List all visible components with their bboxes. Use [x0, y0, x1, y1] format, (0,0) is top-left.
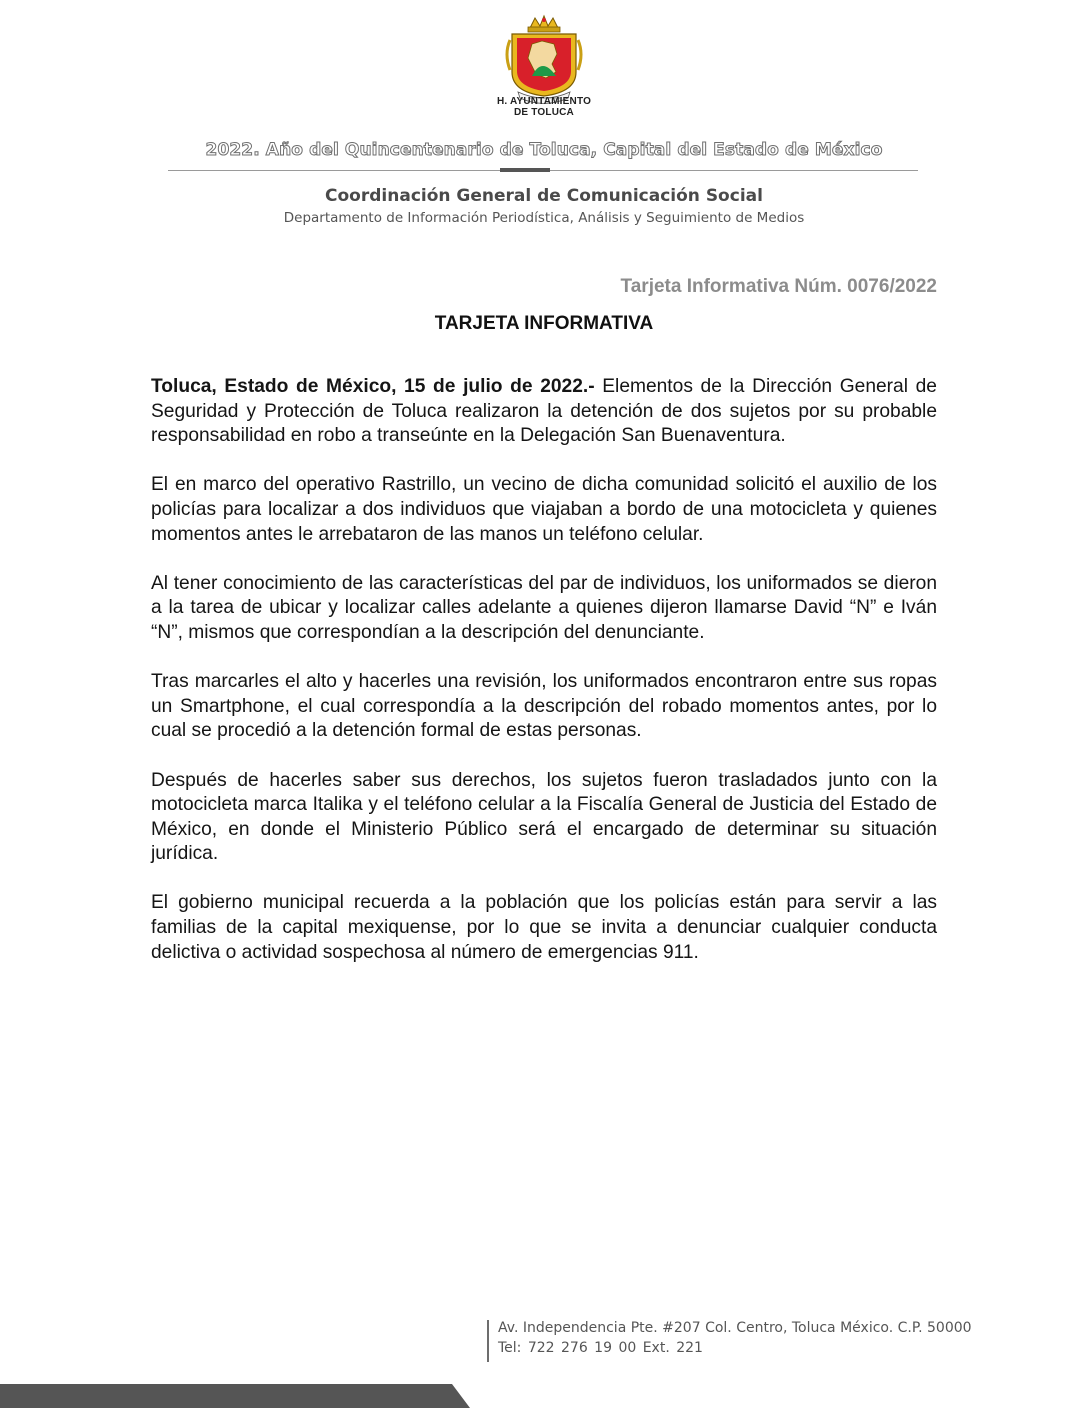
department-name: Coordinación General de Comunicación Social	[325, 186, 763, 206]
card-number: Tarjeta Informativa Núm. 0076/2022	[620, 276, 937, 297]
lead-text: Elementos de la Dirección General de Seguridad y Protección de Toluca realizaron la detención de dos sujetos por su probable responsabilidad en robo a transeúnte en la Delegación San Buenaventura.	[151, 376, 937, 447]
footer-divider	[487, 1320, 489, 1362]
lead-paragraph	[151, 375, 937, 449]
body-paragraph-5: El gobierno municipal recuerda a la población que los policías están para servir a las familias de la capital mexiquense, por lo que se invita a denunciar cualquier conducta delictiva o actividad sospechosa al número de emergencias 911.	[151, 892, 937, 963]
logo-caption-line-2: DE TOLUCA	[514, 107, 574, 118]
card-title: TARJETA INFORMATIVA	[434, 313, 654, 334]
logo-caption	[470, 96, 618, 118]
dateline: Toluca, Estado de México, 15 de julio de 2022.-	[151, 376, 595, 397]
body-paragraph-2: Al tener conocimiento de las características del par de individuos, los uniformados se dieron a la tarea de ubicar y localizar calles adelante a quienes dijeron llamarse David “N” e Iván “N”, mismos que correspondían a la descripción del denunciante.	[151, 572, 937, 643]
subdepartment-name: Departamento de Información Periodística, Análisis y Seguimiento de Medios	[283, 210, 805, 226]
footer-phone: Tel: 722 276 19 00 Ext. 221	[498, 1340, 703, 1356]
year-title: 2022. Año del Quincentenario de Toluca, Capital del Estado de México	[205, 140, 883, 160]
footer-band	[0, 1384, 470, 1408]
document-body	[151, 375, 937, 990]
footer-address: Av. Independencia Pte. #207 Col. Centro, Toluca México. C.P. 50000	[498, 1320, 972, 1336]
body-paragraph-4: Después de hacerles saber sus derechos, los sujetos fueron trasladados junto con la motocicleta marca Italika y el teléfono celular a la Fiscalía General de Justicia del Estado de México, en donde el Ministerio Público será el encargado de determinar su situación jurídica.	[151, 769, 937, 865]
logo-caption-line-1: H. AYUNTAMIENTO	[496, 96, 592, 107]
body-paragraph-1: El en marco del operativo Rastrillo, un vecino de dicha comunidad solicitó el auxilio de los policías para localizar a dos individuos que viajaban a bordo de una motocicleta y quienes momentos antes le arrebataron de las manos un teléfono celular.	[151, 474, 937, 545]
body-paragraph-3: Tras marcarles el alto y hacerles una revisión, los uniformados encontraron entre sus ropas un Smartphone, el cual correspondía a la descripción del robado momentos antes, por lo cual se procedió a la detención formal de estas personas.	[151, 671, 937, 742]
header-rule-accent	[500, 168, 550, 172]
